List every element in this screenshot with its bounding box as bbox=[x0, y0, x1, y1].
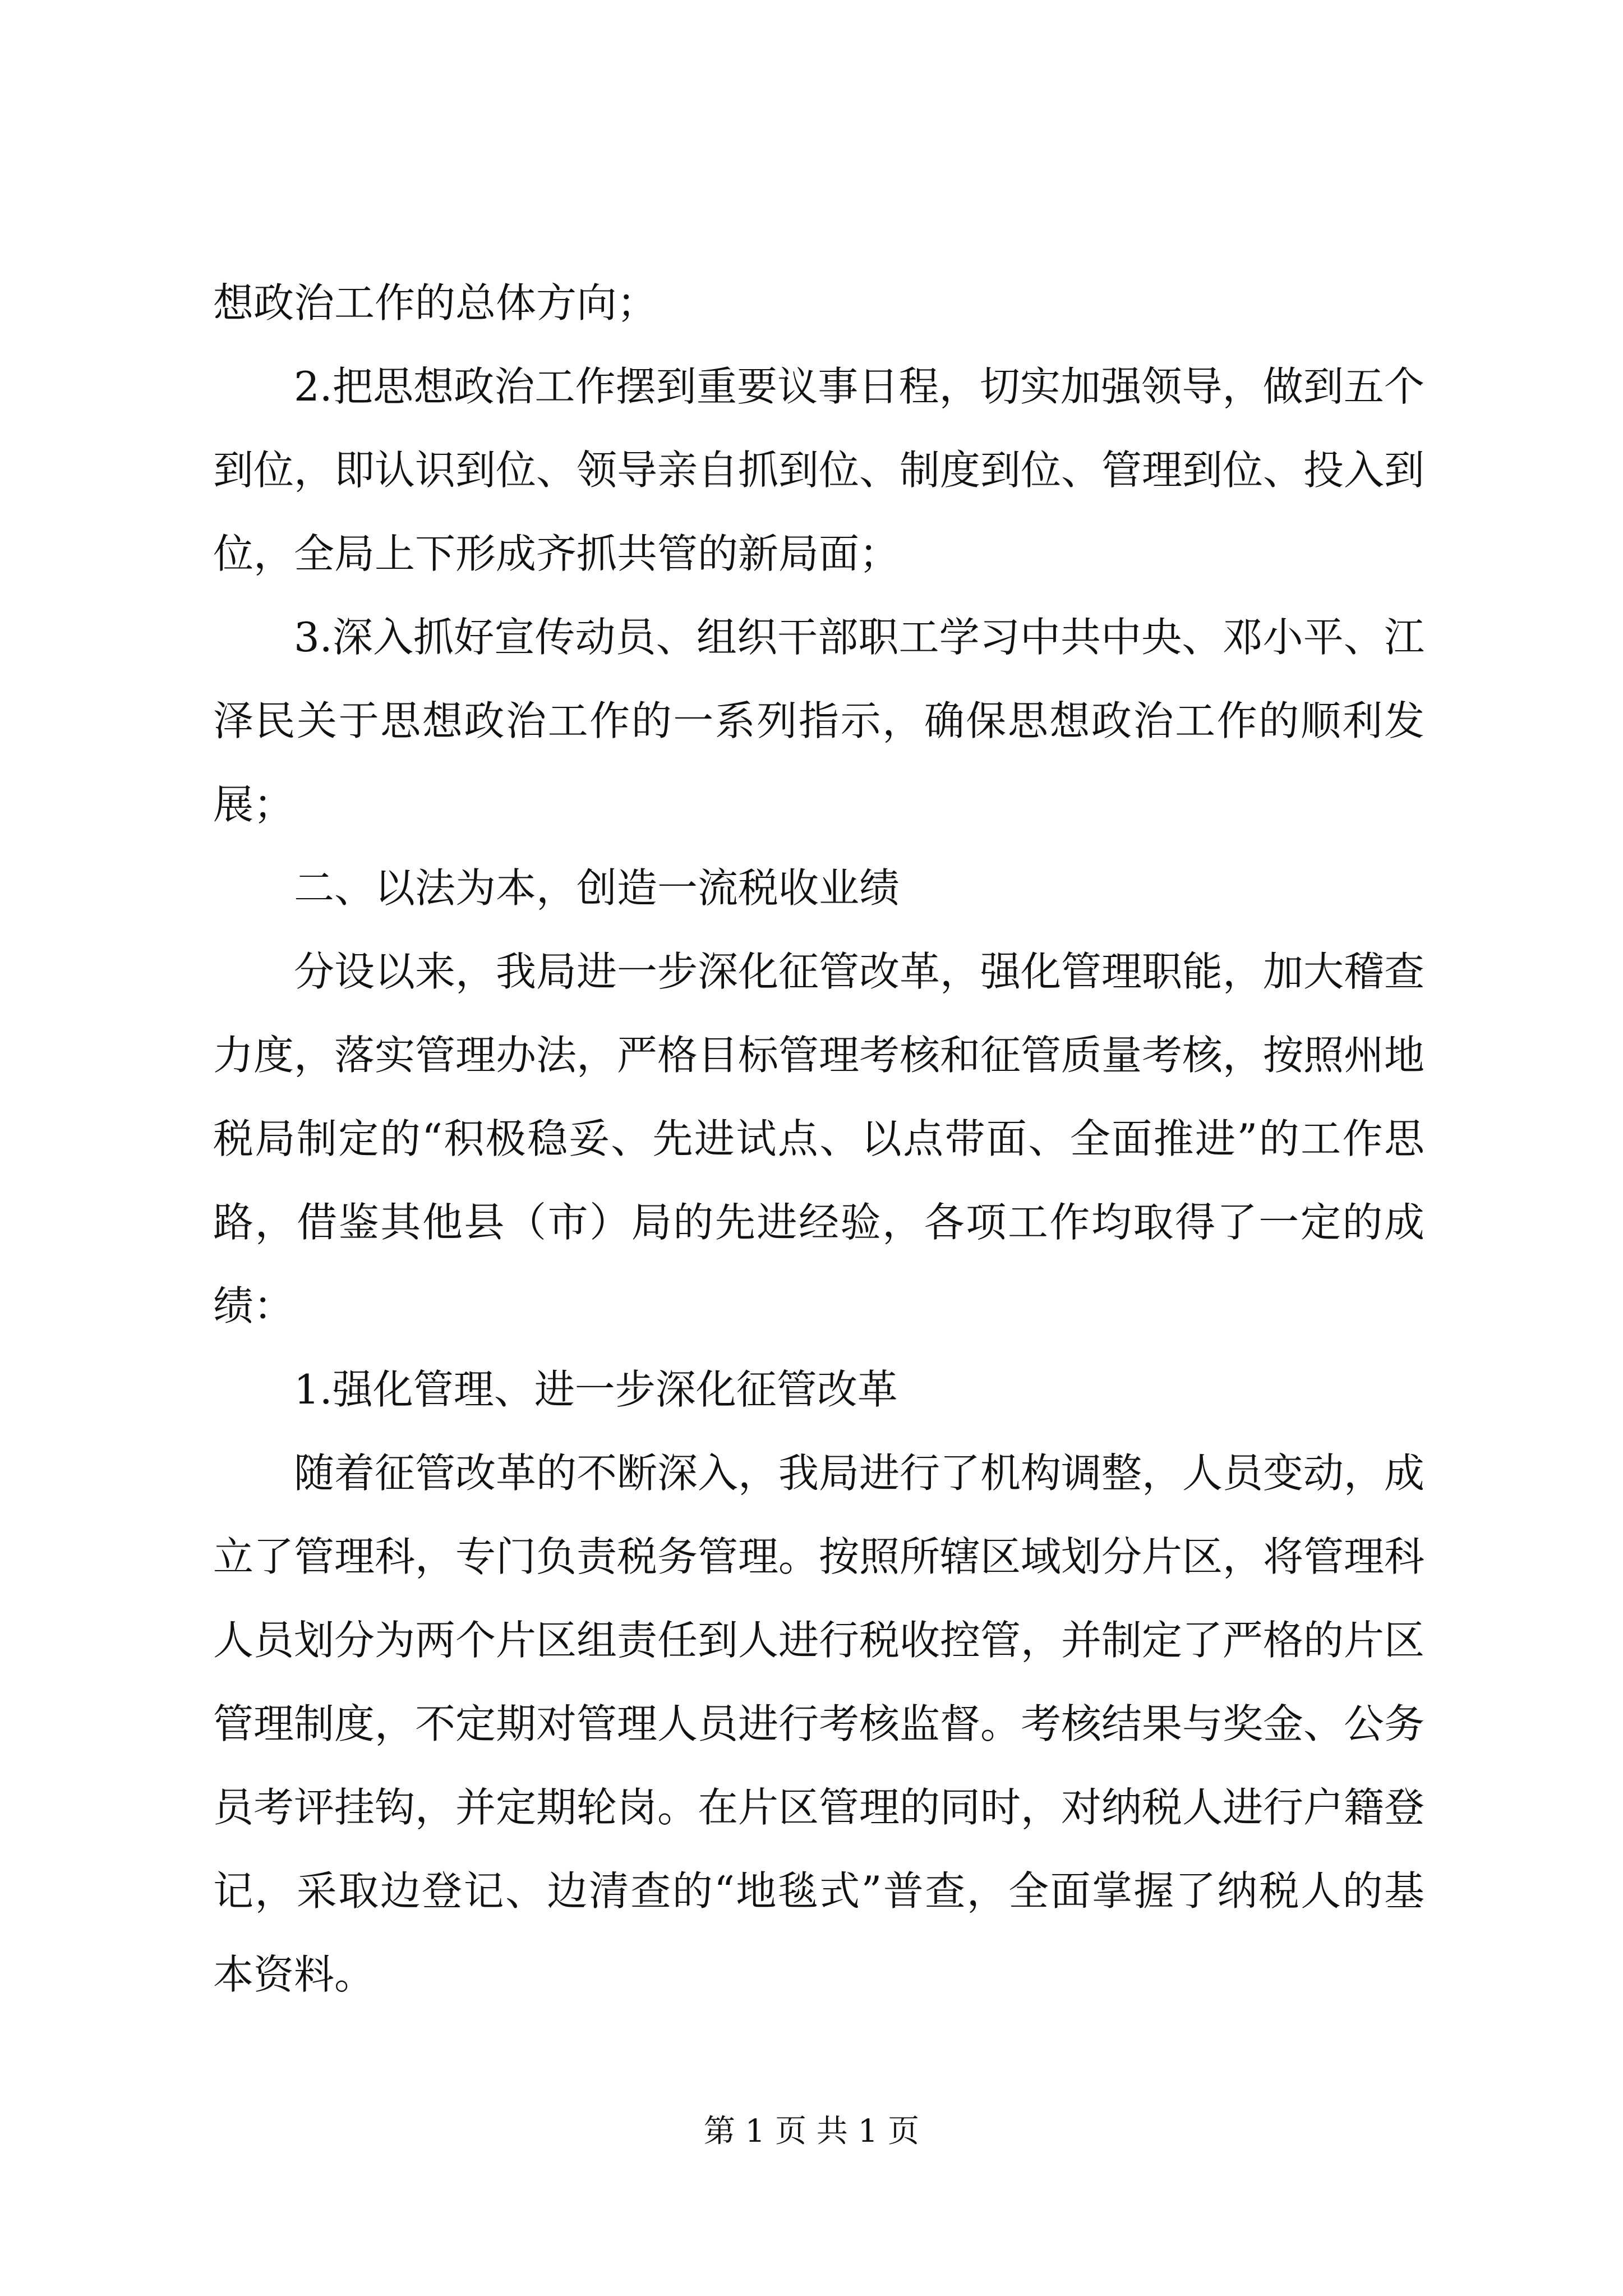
paragraph-continuation: 想政治工作的总体方向； bbox=[213, 279, 658, 326]
page-footer: 第 1 页 共 1 页 bbox=[703, 2113, 920, 2150]
subheading-1: 1.强化管理、进一步深化征管改革 bbox=[294, 1366, 898, 1413]
paragraph-item-2: 2.把思想政治工作摆到重要议事日程，切实加强领导，做到五个到位，即认识到位、领导亲自抓到位、制度到位、管理到位、投入到位，全局上下形成齐抓共管的新局面； bbox=[213, 363, 1425, 577]
paragraph-item-3: 3.深入抓好宣传动员、组织干部职工学习中共中央、邓小平、江泽民关于思想政治工作的一系列指示，确保思想政治工作的顺利发展； bbox=[213, 614, 1424, 828]
paragraph-management-reform: 随着征管改革的不断深入，我局进行了机构调整，人员变动，成立了管理科，专门负责税务管理。按照所辖区域划分片区，将管理科人员划分为两个片区组责任到人进行税收控管，并制定了严格的片区管理制度，不定期对管理人员进行考核监督。考核结果与奖金、公务员考评挂钩，并定期轮岗。在片区管理的同时，对纳税人进行户籍登记，采取边登记、边清查的“地毯式”普查，全面掌握了纳税人的基本资料。 bbox=[213, 1450, 1425, 1998]
paragraph-section-intro: 分设以来，我局进一步深化征管改革，强化管理职能，加大稽查力度，落实管理办法，严格目标管理考核和征管质量考核，按照州地税局制定的“积极稳妥、先进试点、以点带面、全面推进”的工作思路，借鉴其他县（市）局的先进经验，各项工作均取得了一定的成绩： bbox=[213, 948, 1425, 1329]
document-body bbox=[213, 261, 1424, 2017]
section-heading-2: 二、以法为本，创造一流税收业绩 bbox=[294, 864, 900, 912]
